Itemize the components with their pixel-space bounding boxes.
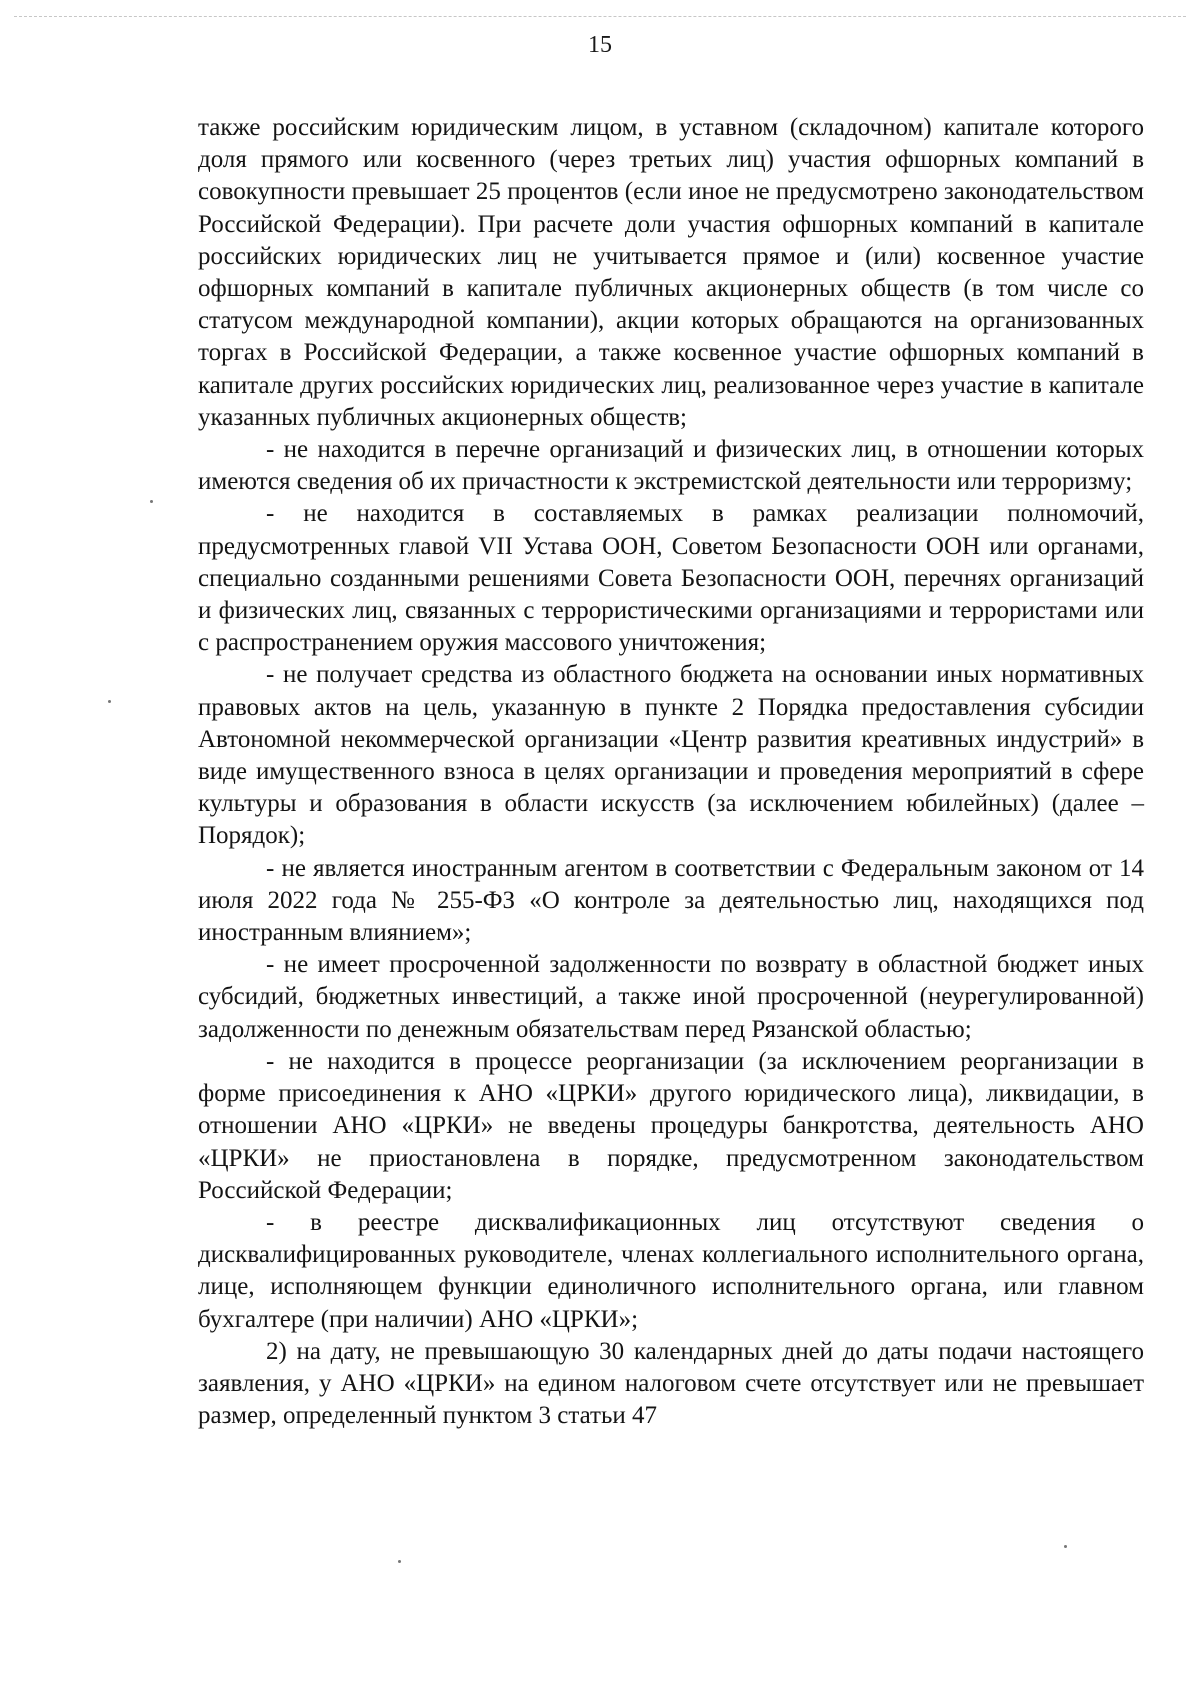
scan-speck — [1064, 1545, 1067, 1548]
page-number: 15 — [588, 32, 612, 58]
scan-speck — [150, 500, 153, 503]
paragraph-un-sanctions: - не находится в составляемых в рамках реализации полномочий, предусмотренных главой VII Устава ООН, Советом Безопасности ООН или органами, специально созданными решениями Совета Безопасности ООН, перечнях организаций и физических лиц, связанных с террористическими организациями и террористами или с распространением оружия массового уничтожения; — [198, 500, 1144, 657]
paragraph-reorganization: - не находится в процессе реорганизации (за исключением реорганизации в форме присоединения к АНО «ЦРКИ» другого юридического лица), ликвидации, в отношении АНО «ЦРКИ» не введены процедуры банкротства, деятельность АНО «ЦРКИ» не приостановлена в порядке, предусмотренном законодательством Российской Федерации; — [198, 1047, 1144, 1204]
scan-speck — [398, 1560, 401, 1563]
paragraph-overdue-debt: - не имеет просроченной задолженности по возврату в областной бюджет иных субсидий, бюджетных инвестиций, а также иной просроченной (неурегулированной) задолженности по денежным обязательствам перед Рязанской областью; — [198, 951, 1144, 1043]
paragraph-continuation: также российским юридическим лицом, в уставном (складочном) капитале которого доля прямого или косвенного (через третьих лиц) участия офшорных компаний в совокупности превышает 25 процентов (если иное не предусмотрено законодательством Российской Федерации). При расчете доли участия офшорных компаний в капитале российских юридических лиц не учитывается прямое и (или) косвенное участие офшорных компаний в капитале публичных акционерных обществ (в том числе со статусом международной компании), акции которых обращаются на организованных торгах в Российской Федерации, а также косвенное участие офшорных компаний в капитале других российских юридических лиц, реализованное через участие в капитале указанных публичных акционерных обществ; — [198, 114, 1144, 431]
paragraph-extremism-list: - не находится в перечне организаций и физических лиц, в отношении которых имеются сведения об их причастности к экстремистской деятельности или терроризму; — [198, 436, 1144, 496]
paragraph-foreign-agent: - не является иностранным агентом в соответствии с Федеральным законом от 14 июля 2022 года № 255-ФЗ «О контроле за деятельностью лиц, находящихся под иностранным влиянием»; — [198, 854, 1144, 947]
document-body — [198, 112, 1144, 1432]
paragraph-other-budget-funds: - не получает средства из областного бюджета на основании иных нормативных правовых актов на цель, указанную в пункте 2 Порядка предоставления субсидии Автономной некоммерческой организации «Центр развития креативных индустрий» в виде имущественного взноса в целях организации и проведения мероприятий в сфере культуры и образования в области искусств (за исключением юбилейных) (далее – Порядок); — [198, 661, 1144, 850]
paragraph-disqualification: - в реестре дисквалификационных лиц отсутствуют сведения о дисквалифицированных руководителе, членах коллегиального исполнительного органа, лице, исполняющем функции единоличного исполнительного органа, или главном бухгалтере (при наличии) АНО «ЦРКИ»; — [198, 1208, 1144, 1333]
scan-speck — [108, 700, 111, 703]
paragraph-tax-account: 2) на дату, не превышающую 30 календарных дней до даты подачи настоящего заявления, у АНО «ЦРКИ» на едином налоговом счете отсутствует или не превышает размер, определенный пунктом 3 статьи 47 — [198, 1337, 1144, 1430]
scan-top-edge — [14, 16, 1186, 17]
